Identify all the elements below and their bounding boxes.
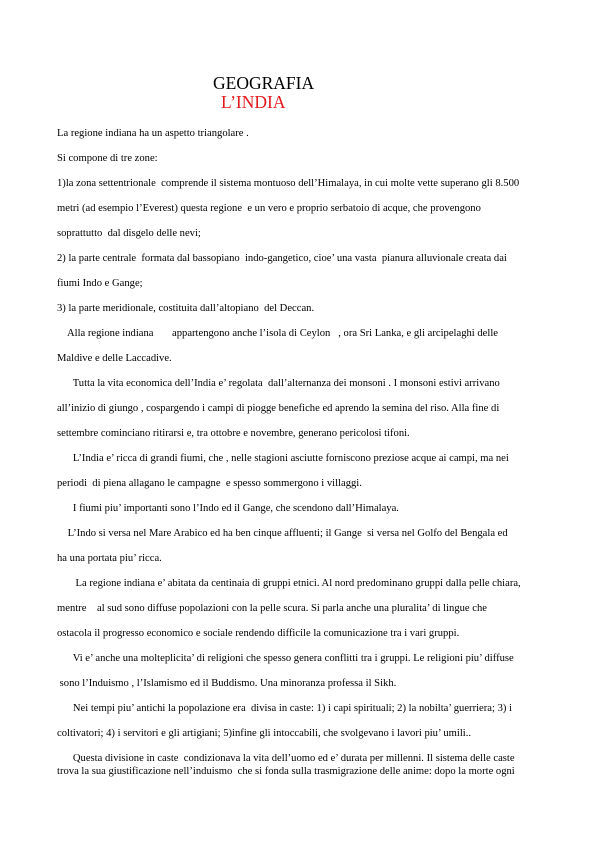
text-line: Vi e’ anche una molteplicita’ di religioni che spesso genera conflitti tra i gruppi. Le religioni piu’ diffuse (57, 653, 514, 664)
text-line: L’India e’ ricca di grandi fiumi, che , nelle stagioni asciutte forniscono preziose acque ai campi, ma nei (57, 453, 509, 464)
text-line: La regione indiana e’ abitata da centinaia di gruppi etnici. Al nord predominano gruppi dalla pelle chiara, (57, 578, 521, 589)
text-line: 1)la zona settentrionale comprende il sistema montuoso dell’Himalaya, in cui molte vette superano gli 8.500 (57, 178, 520, 189)
text-line: 3) la parte meridionale, costituita dall’altopiano del Deccan. (57, 303, 315, 314)
text-line: ostacola il progresso economico e sociale rendendo difficile la comunicazione tra i vari gruppi. (57, 628, 460, 639)
text-line: metri (ad esempio l’Everest) questa regione e un vero e proprio serbatoio di acque, che provengono (57, 203, 481, 214)
text-line: periodi di piena allagano le campagne e spesso sommergono i villaggi. (57, 478, 362, 489)
text-line: Nei tempi piu’ antichi la popolazione era divisa in caste: 1) i capi spirituali; 2) la nobilta’ guerriera; 3) i (57, 703, 512, 714)
text-line: fiumi Indo e Gange; (57, 278, 143, 289)
text-line: mentre al sud sono diffuse popolazioni con la pelle scura. Si parla anche una pluralita’ di lingue che (57, 603, 487, 614)
text-line: I fiumi piu’ importanti sono l’Indo ed il Gange, che scendono dall’Himalaya. (57, 503, 399, 514)
text-line: Si compone di tre zone: (57, 153, 158, 164)
text-line: 2) la parte centrale formata dal bassopiano indo-gangetico, cioe’ una vasta pianura alluvionale creata dai (57, 253, 507, 264)
text-line: settembre cominciano ritirarsi e, tra ottobre e novembre, generano pericolosi tifoni. (57, 428, 410, 439)
text-line: coltivatori; 4) i servitori e gli artigiani; 5)infine gli intoccabili, che svolgevano i lavori piu’ umili.. (57, 728, 472, 739)
text-line: ha una portata piu’ ricca. (57, 553, 162, 564)
text-line: La regione indiana ha un aspetto triangolare . (57, 128, 249, 139)
text-line: trova la sua giustificazione nell’induismo che si fonda sulla trasmigrazione delle anime: dopo la morte ogni (57, 766, 515, 777)
text-line: Alla regione indiana appartengono anche l’isola di Ceylon , ora Sri Lanka, e gli arcipelaghi delle (57, 328, 498, 339)
document-subtitle: L’INDIA (221, 92, 286, 112)
text-line: sono l’Induismo , l’Islamismo ed il Buddismo. Una minoranza professa il Sikh. (57, 678, 397, 689)
document-title: GEOGRAFIA (213, 73, 315, 93)
text-line: Maldive e delle Laccadive. (57, 353, 172, 364)
text-line: soprattutto dal disgelo delle nevi; (57, 228, 201, 239)
text-line: all’inizio di giungo , cospargendo i campi di piogge benefiche ed aprendo la semina del riso. Alla fine di (57, 403, 500, 414)
text-line: L’Indo si versa nel Mare Arabico ed ha ben cinque affluenti; il Gange si versa nel Golfo del Bengala ed (57, 528, 508, 539)
text-line: Questa divisione in caste condizionava la vita dell’uomo ed e’ durata per millenni. Il sistema delle caste (57, 753, 515, 764)
text-line: Tutta la vita economica dell’India e’ regolata dall’alternanza dei monsoni . I monsoni estivi arrivano (57, 378, 500, 389)
